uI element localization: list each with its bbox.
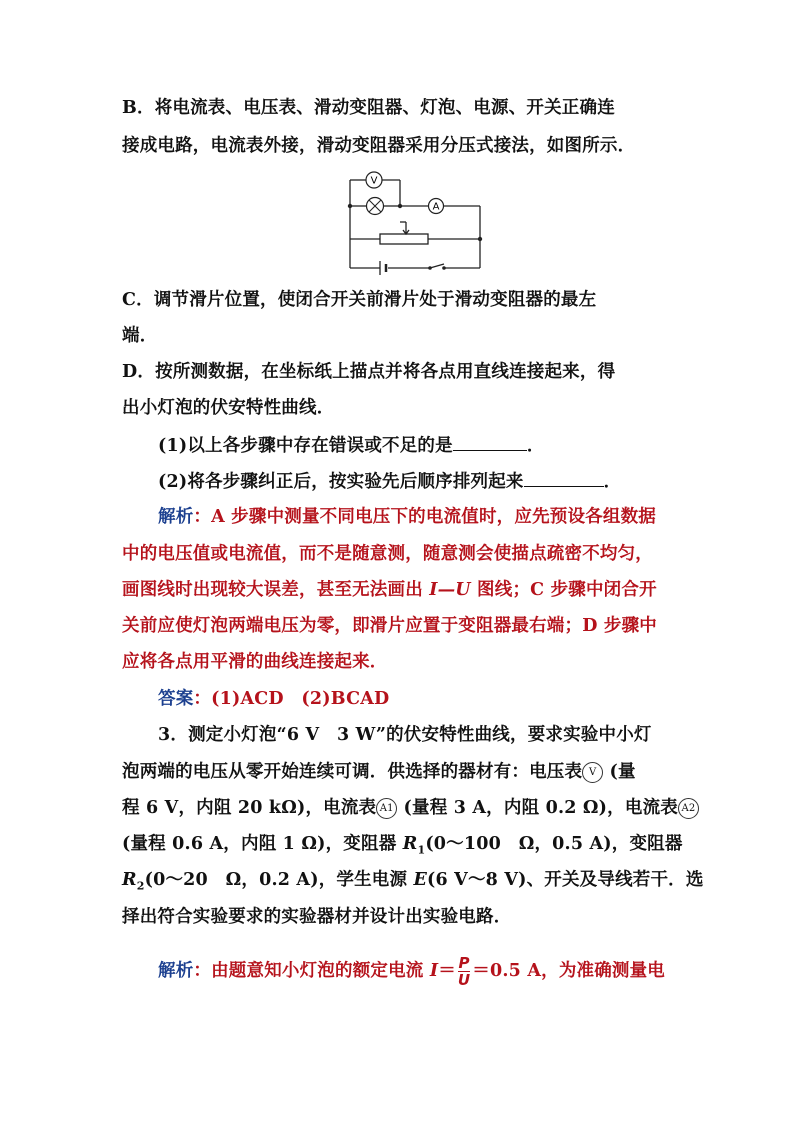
answer-line: 答案：(1)ACD (2)BCAD [158, 689, 390, 709]
analysis-1-line4: 关前应使灯泡两端电压为零，即滑片应置于变阻器最右端；D 步骤中 [122, 616, 657, 636]
answer-label: 答案 [158, 689, 194, 709]
analysis-1-line2: 中的电压值或电流值，而不是随意测，随意测会使描点疏密不均匀， [122, 544, 653, 564]
problem-3-line6: 择出符合实验要求的实验器材并设计出实验电路． [122, 907, 512, 927]
problem-3-line5: $R_2(0\sim 20$ Ω，0.2 A)，学生电源 E(6 V～8 V)、开关及导线若干．选 [122, 870, 704, 893]
problem-3-line4: (量程 0.6 A，内阻 1 Ω)，变阻器 $R_1(0\sim 100$ Ω，0.5 A)，变阻器 [122, 834, 683, 857]
question-1: (1)以上各步骤中存在错误或不足的是 ． [158, 432, 545, 458]
answer-blank-2 [524, 468, 604, 487]
step-c-line2: 端． [122, 326, 158, 346]
question-2: (2)将各步骤纠正后，按实验先后顺序排列起来 ． [158, 468, 621, 494]
voltmeter-icon: V [582, 762, 603, 783]
step-c-line1: C．调节滑片位置，使闭合开关前滑片处于滑动变阻器的最左 [122, 290, 597, 310]
step-d-line1: D．按所测数据，在坐标纸上描点并将各点用直线连接起来，得 [122, 362, 616, 382]
problem-3-line2: 泡两端的电压从零开始连续可调．供选择的器材有：电压表 V (量 [122, 762, 636, 782]
analysis-label: 解析 [158, 507, 194, 527]
ammeter-label: A [432, 201, 440, 213]
answer-blank-1 [453, 432, 527, 451]
voltmeter-label: V [370, 175, 378, 187]
step-b-line2: 接成电路，电流表外接，滑动变阻器采用分压式接法，如图所示． [122, 136, 636, 156]
fraction-p-over-u: $\frac{P}{U}$ [457, 954, 471, 989]
analysis-2-line1: 解析：由题意知小灯泡的额定电流 I＝ $\frac{P}{U}$ ＝0.5 A，为准确测量电 [158, 954, 666, 989]
circuit-diagram [340, 168, 490, 276]
analysis-1-line5: 应将各点用平滑的曲线连接起来． [122, 652, 388, 672]
analysis-1-line1: 解析：A 步骤中测量不同电压下的电流值时，应先预设各组数据 [158, 507, 656, 527]
step-b-line1: B．将电流表、电压表、滑动变阻器、灯泡、电源、开关正确连 [122, 98, 615, 118]
ammeter-a2-icon: A2 [678, 798, 699, 819]
step-d-line2: 出小灯泡的伏安特性曲线． [122, 398, 335, 418]
problem-3-line1: 3．测定小灯泡“6 V 3 W”的伏安特性曲线，要求实验中小灯 [158, 725, 652, 745]
analysis-1-line3: 画图线时出现较大误差，甚至无法画出 I—U 图线；C 步骤中闭合开 [122, 580, 657, 600]
analysis-label-2: 解析 [158, 961, 194, 981]
problem-3-line3: 程 6 V，内阻 20 kΩ)，电流表 A1 (量程 3 A，内阻 0.2 Ω)，电流表 A2 [122, 796, 699, 820]
lamp-symbol [367, 198, 384, 215]
ammeter-a1-icon: A1 [376, 798, 397, 819]
